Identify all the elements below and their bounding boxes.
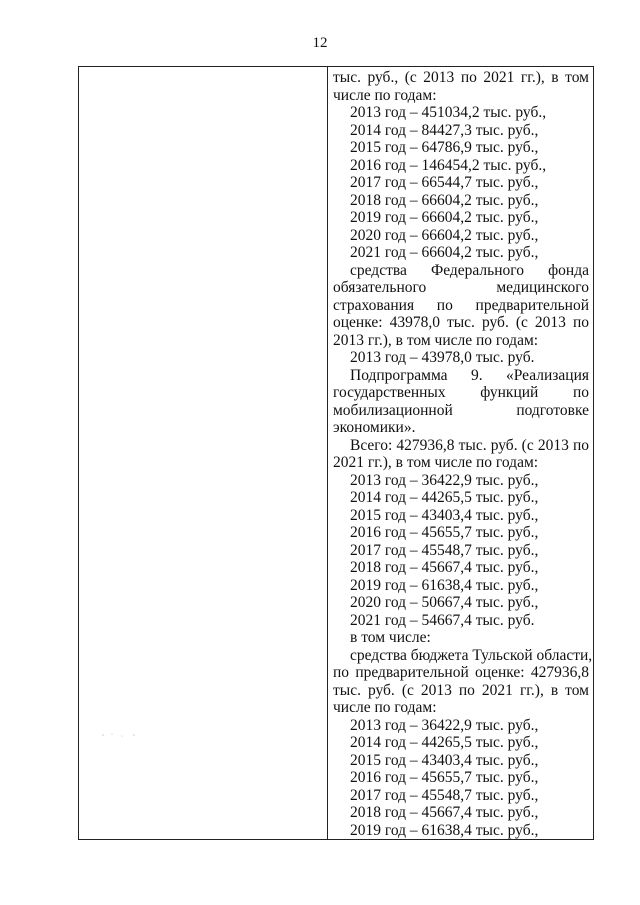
text-block [333,69,593,839]
text-line: 2021 гг.), в том числе по годам: [333,454,539,471]
text-line: 2021 год – 54667,4 тыс. руб. [350,611,535,629]
text-line: 2018 год – 66604,2 тыс. руб., [350,191,539,209]
right-column-cell [328,67,594,840]
scan-speck-marks [100,732,140,738]
text-line: 2015 год – 43403,4 тыс. руб., [350,751,539,769]
text-line: экономики». [333,419,416,436]
text-line: в том числе: [350,629,431,646]
text-line: 2016 год – 45655,7 тыс. руб., [350,769,539,786]
text-line: 2015 год – 43403,4 тыс. руб., [350,506,539,524]
text-line: Всего: 427936,8 тыс. руб. (с 2013 по [350,436,589,454]
text-line: обязательного медицинского [333,279,589,296]
text-line: 2017 год – 66544,7 тыс. руб., [350,174,539,191]
text-line: 2013 год – 36422,9 тыс. руб., [350,471,539,489]
text-line: числе по годам: [333,699,437,716]
text-line: 2013 гг.), в том числе по годам: [333,331,539,349]
text-line: мобилизационной подготовке [333,401,589,419]
text-line: Подпрограмма 9. «Реализация [350,366,589,384]
text-line: 2020 год – 66604,2 тыс. руб., [350,226,539,244]
text-line: числе по годам: [333,86,437,104]
text-line: 2014 год – 84427,3 тыс. руб., [350,121,539,139]
text-line: 2016 год – 45655,7 тыс. руб., [350,524,539,541]
text-line: 2015 год – 64786,9 тыс. руб., [350,139,539,156]
text-line: по предварительной оценке: 427936,8 [333,664,589,681]
text-line: 2013 год – 36422,9 тыс. руб., [350,716,539,734]
left-column-cell [79,67,328,840]
text-line: 2019 год – 61638,4 тыс. руб., [350,576,539,594]
text-line: 2018 год – 45667,4 тыс. руб., [350,559,539,576]
text-line: 2013 год – 451034,2 тыс. руб., [350,104,547,121]
text-line: тыс. руб. (с 2013 по 2021 гг.), в том [333,681,589,699]
text-line: 2014 год – 44265,5 тыс. руб., [350,489,539,506]
text-line: средства бюджета Тульской области, [350,646,593,664]
text-line: оценке: 43978,0 тыс. руб. (с 2013 по [333,314,589,331]
page-number: 12 [312,35,328,51]
text-line: 2014 год – 44265,5 тыс. руб., [350,734,539,751]
document-table [78,66,594,840]
text-line: 2020 год – 50667,4 тыс. руб., [350,594,539,611]
text-line: 2019 год – 66604,2 тыс. руб., [350,209,539,226]
text-line: 2017 год – 45548,7 тыс. руб., [350,541,539,559]
table-row [79,67,594,840]
text-line: 2018 год – 45667,4 тыс. руб., [350,804,539,821]
text-line: страхования по предварительной [333,296,589,314]
text-line: тыс. руб., (с 2013 по 2021 гг.), в том [333,69,589,86]
text-line: 2019 год – 61638,4 тыс. руб., [350,821,539,839]
text-line: 2013 год – 43978,0 тыс. руб. [350,349,535,366]
text-line: 2016 год – 146454,2 тыс. руб., [350,156,547,174]
text-line: 2021 год – 66604,2 тыс. руб., [350,244,539,261]
text-line: средства Федерального фонда [350,261,589,279]
text-line: 2017 год – 45548,7 тыс. руб., [350,786,539,804]
text-line: государственных функций по [333,384,589,401]
